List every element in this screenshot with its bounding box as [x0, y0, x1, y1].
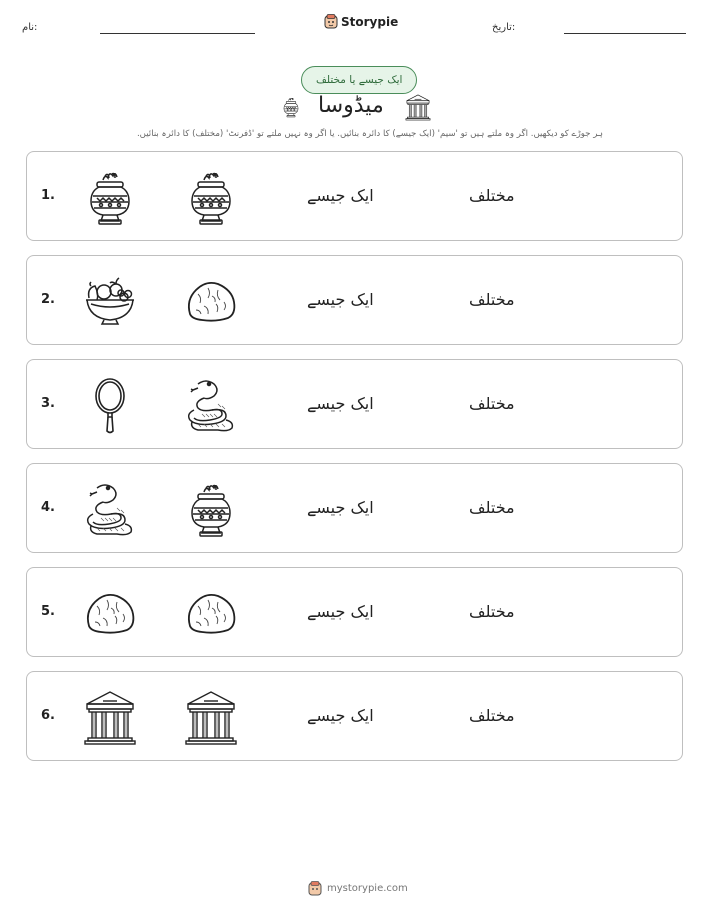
mirror-icon	[83, 376, 137, 434]
date-label: تاریخ:	[492, 22, 516, 33]
different-option[interactable]: مختلف	[469, 394, 515, 413]
urn-icon	[184, 480, 238, 538]
rock-icon	[83, 584, 137, 642]
exercise-row	[26, 359, 683, 449]
same-option[interactable]: ایک جیسے	[307, 290, 374, 309]
exercise-row	[26, 567, 683, 657]
rock-icon	[184, 584, 238, 642]
rock-icon	[184, 272, 238, 330]
exercise-row	[26, 671, 683, 761]
different-option[interactable]: مختلف	[469, 602, 515, 621]
different-option[interactable]: مختلف	[469, 290, 515, 309]
name-label: نام:	[22, 22, 38, 33]
fruit-bowl-icon	[83, 272, 137, 330]
row-number: 1.	[41, 188, 55, 203]
exercise-row	[26, 151, 683, 241]
name-field-line[interactable]	[100, 33, 255, 34]
footer	[308, 881, 408, 896]
same-option[interactable]: ایک جیسے	[307, 498, 374, 517]
brand-name: Storypie	[341, 14, 399, 29]
row-number: 6.	[41, 708, 55, 723]
same-option[interactable]: ایک جیسے	[307, 186, 374, 205]
footer-url[interactable]: mystorypie.com	[327, 883, 408, 894]
storypie-logo-icon	[324, 14, 338, 29]
urn-icon	[184, 168, 238, 226]
title-temple-icon	[404, 93, 432, 121]
storypie-footer-logo-icon	[308, 881, 322, 896]
row-number: 5.	[41, 604, 55, 619]
different-option[interactable]: مختلف	[469, 186, 515, 205]
brand	[324, 14, 398, 29]
exercise-row	[26, 255, 683, 345]
urn-icon	[83, 168, 137, 226]
different-option[interactable]: مختلف	[469, 498, 515, 517]
snake-icon	[184, 376, 238, 434]
date-field-line[interactable]	[564, 33, 686, 34]
title-urn-icon	[281, 92, 301, 122]
row-number: 4.	[41, 500, 55, 515]
row-number: 2.	[41, 292, 55, 307]
exercise-row	[26, 463, 683, 553]
same-option[interactable]: ایک جیسے	[307, 706, 374, 725]
topic-pill: ایک جیسے یا مختلف	[301, 66, 417, 94]
page-title: میڈوسا	[318, 93, 384, 118]
temple-icon	[83, 688, 137, 746]
snake-icon	[83, 480, 137, 538]
instructions: ہر جوڑے کو دیکھیں. اگر وہ ملتے ہیں تو 'سیم' (ایک جیسے) کا دائرہ بنائیں. یا اگر وہ نہیں ملتے تو 'ڈفرنٹ' (مختلف) کا دائرہ بنائیں.	[136, 129, 603, 139]
same-option[interactable]: ایک جیسے	[307, 394, 374, 413]
row-number: 3.	[41, 396, 55, 411]
temple-icon	[184, 688, 238, 746]
same-option[interactable]: ایک جیسے	[307, 602, 374, 621]
different-option[interactable]: مختلف	[469, 706, 515, 725]
